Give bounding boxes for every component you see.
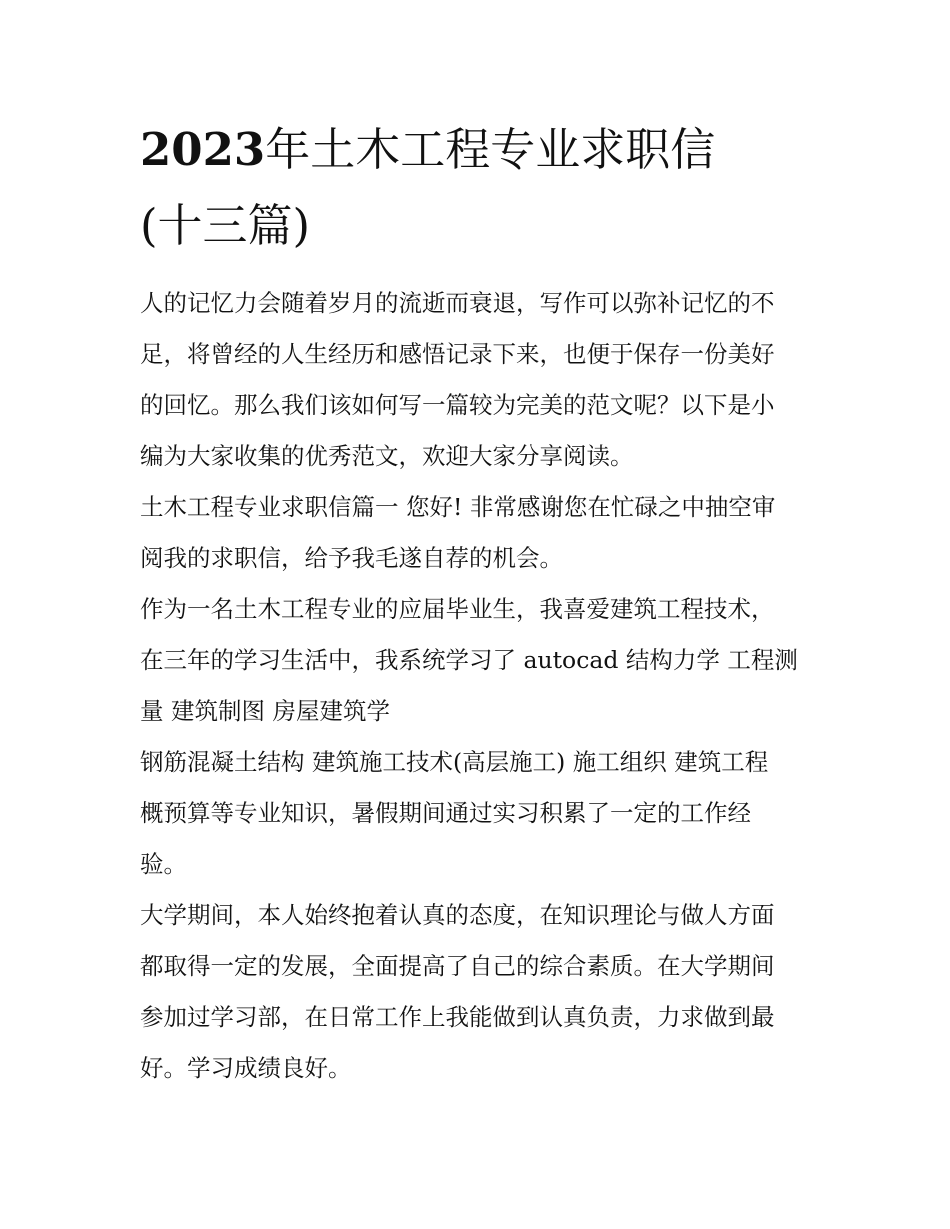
paragraph-line: 作为一名土木工程专业的应届毕业生，我喜爱建筑工程技术， xyxy=(140,595,775,623)
paragraph-skills xyxy=(140,584,815,737)
paragraph-line: 概预算等专业知识，暑假期间通过实习积累了一定的工作经 xyxy=(140,799,751,827)
paragraph-line: 编为大家收集的优秀范文，欢迎大家分享阅读。 xyxy=(140,442,634,470)
paragraph-line: 参加过学习部，在日常工作上我能做到认真负责，力求做到最 xyxy=(140,1003,775,1031)
paragraph-line: 足，将曾经的人生经历和感悟记录下来，也便于保存一份美好 xyxy=(140,340,775,368)
paragraph-line: 人的记忆力会随着岁月的流逝而衰退，写作可以弥补记忆的不 xyxy=(140,289,775,317)
paragraph-line: 好。学习成绩良好。 xyxy=(140,1054,352,1082)
document-body xyxy=(140,112,815,1094)
paragraph-line: 在三年的学习生活中，我系统学习了 autocad 结构力学 工程测 xyxy=(140,646,798,674)
title-text: 年土木工程专业求职信 xyxy=(265,123,716,176)
paragraph-line: 大学期间，本人始终抱着认真的态度，在知识理论与做人方面 xyxy=(140,901,775,929)
paragraph-courses xyxy=(140,737,815,890)
paragraph-university xyxy=(140,890,815,1094)
title-year: 2023 xyxy=(140,123,266,176)
title-subtitle: (十三篇) xyxy=(140,199,311,252)
paragraph-line: 都取得一定的发展，全面提高了自己的综合素质。在大学期间 xyxy=(140,952,775,980)
page-title xyxy=(140,112,815,264)
paragraph-line: 量 建筑制图 房屋建筑学 xyxy=(140,697,390,725)
paragraph-line: 土木工程专业求职信篇一 您好! 非常感谢您在忙碌之中抽空审 xyxy=(140,493,776,521)
paragraph-intro xyxy=(140,278,815,482)
paragraph-greeting xyxy=(140,482,815,584)
paragraph-line: 的回忆。那么我们该如何写一篇较为完美的范文呢？以下是小 xyxy=(140,391,775,419)
paragraph-line: 钢筋混凝土结构 建筑施工技术(高层施工) 施工组织 建筑工程 xyxy=(140,748,769,776)
paragraph-line: 阅我的求职信，给予我毛遂自荐的机会。 xyxy=(140,544,563,572)
paragraph-line: 验。 xyxy=(140,850,187,878)
